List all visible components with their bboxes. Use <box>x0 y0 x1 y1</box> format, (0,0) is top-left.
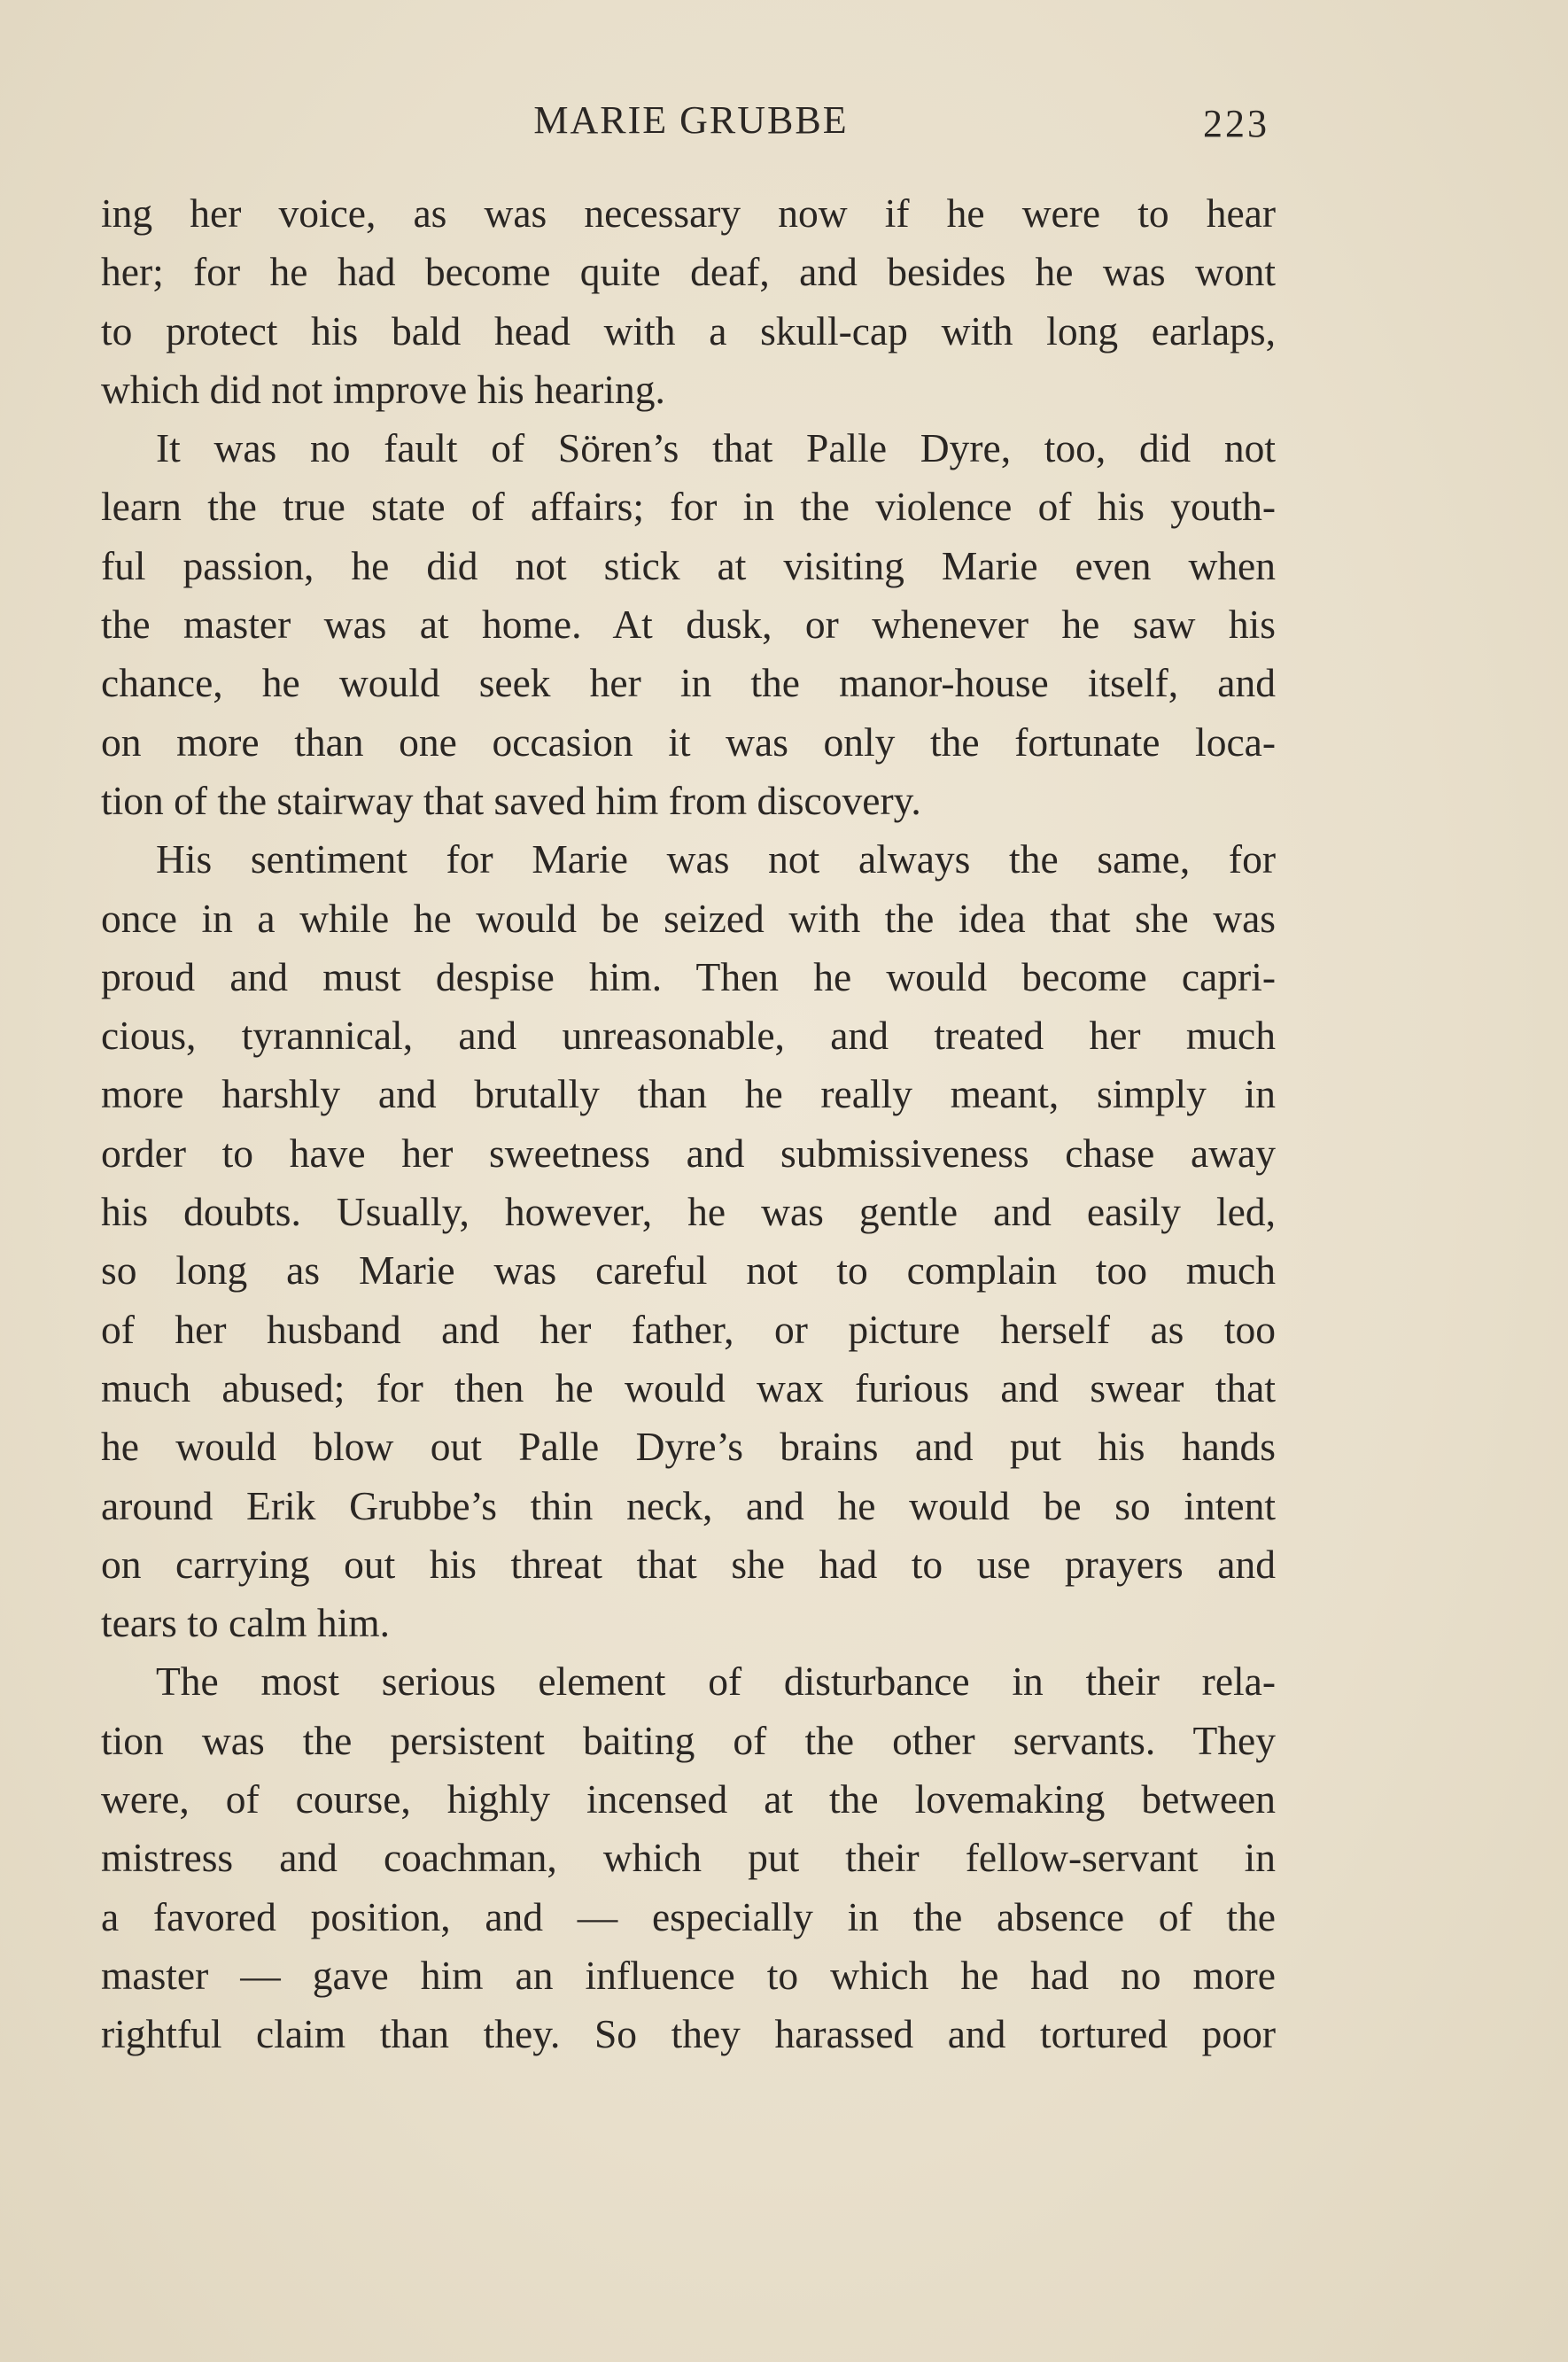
text-line: master — gave him an influence to which he had no more <box>101 1952 1276 1998</box>
text-line: ing her voice, as was necessary now if he were to hear <box>101 190 1276 236</box>
text-line: chance, he would seek her in the manor-house itself, and <box>101 660 1276 706</box>
text-line: on carrying out his threat that she had to use prayers and <box>101 1541 1276 1587</box>
text-line: so long as Marie was careful not to complain too much <box>101 1247 1276 1294</box>
text-line: a favored position, and — especially in the absence of the <box>101 1893 1276 1939</box>
text-line: her; for he had become quite deaf, and besides he was wont <box>101 249 1276 295</box>
paragraph <box>101 419 1276 830</box>
text-line: once in a while he would be seized with the idea that she was <box>101 895 1276 941</box>
text-line: cious, tyrannical, and unreasonable, and treated her much <box>101 1013 1276 1059</box>
text-line: It was no fault of Sören’s that Palle Dyre, too, did not <box>156 425 1276 471</box>
text-line: ful passion, he did not stick at visiting Marie even when <box>101 542 1276 588</box>
text-line: the master was at home. At dusk, or whenever he saw his <box>101 602 1276 648</box>
text-line: rightful claim than they. So they harassed and tortured poor <box>101 2011 1276 2057</box>
paragraph <box>101 1652 1276 2063</box>
text-line: more harshly and brutally than he really meant, simply in <box>101 1071 1276 1117</box>
text-line: tion was the persistent baiting of the other servants. They <box>101 1717 1276 1763</box>
text-line: mistress and coachman, which put their fellow-servant in <box>101 1835 1276 1881</box>
body-text <box>101 184 1276 2064</box>
text-line: order to have her sweetness and submissiveness chase away <box>101 1130 1276 1176</box>
text-line: much abused; for then he would wax furious and swear that <box>101 1364 1276 1410</box>
text-line: he would blow out Palle Dyre’s brains and put his hands <box>101 1424 1276 1470</box>
text-line: tears to calm him. <box>101 1600 390 1646</box>
text-line: proud and must despise him. Then he would become capri- <box>101 953 1276 999</box>
text-line: of her husband and her father, or picture herself as too <box>101 1306 1276 1352</box>
text-line: learn the true state of affairs; for in the violence of his youth- <box>101 484 1276 530</box>
text-line: tion of the stairway that saved him from discovery. <box>101 777 921 823</box>
paragraph <box>101 184 1276 419</box>
page-number: 223 <box>1203 102 1269 145</box>
text-line: His sentiment for Marie was not always the same, for <box>156 836 1276 882</box>
text-line: to protect his bald head with a skull-cap with long earlaps, <box>101 307 1276 354</box>
text-line: his doubts. Usually, however, he was gentle and easily led, <box>101 1189 1276 1235</box>
paragraph <box>101 830 1276 1652</box>
text-line: The most serious element of disturbance in their rela- <box>156 1659 1276 1705</box>
text-line: on more than one occasion it was only the fortunate loca- <box>101 719 1276 765</box>
text-line: were, of course, highly incensed at the lovemaking between <box>101 1776 1276 1822</box>
text-line: around Erik Grubbe’s thin neck, and he would be so intent <box>101 1482 1276 1528</box>
running-title: MARIE GRUBBE <box>533 98 849 142</box>
running-head <box>0 97 1568 151</box>
text-line: which did not improve his hearing. <box>101 366 665 412</box>
